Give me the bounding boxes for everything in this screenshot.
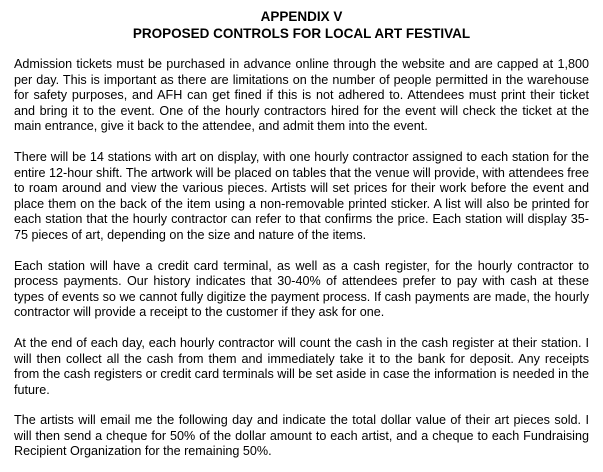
document-heading [14, 8, 589, 42]
paragraph-payments: Each station will have a credit card terminal, as well as a cash register, for the hourly contractor to process payments. Our history indicates that 30-40% of attendees prefer to pay with cash at these types of events so we cannot fully digitize the payment process. If cash payments are made, the hourly contractor will provide a receipt to the customer if they ask for one. [14, 258, 589, 320]
paragraph-artist-payout: The artists will email me the following day and indicate the total dollar value of their art pieces sold. I will then send a cheque for 50% of the dollar amount to each artist, and a cheque to each Fundraising Recipient Organization for the remaining 50%. [14, 413, 589, 459]
paragraph-stations: There will be 14 stations with art on display, with one hourly contractor assigned to each station for the entire 12-hour shift. The artwork will be placed on tables that the venue will provide, with attendees free to roam around and view the various pieces. Artists will set prices for their work before the event and place them on the back of the item using a non-removable printed sticker. A list will also be printed for each station that the hourly contractor can refer to that confirms the price. Each station will display 35-75 pieces of art, depending on the size and nature of the items. [14, 149, 589, 242]
paragraph-end-of-day: At the end of each day, each hourly contractor will count the cash in the cash register at their station. I will then collect all the cash from them and immediately take it to the bank for deposit. Any receipts from the cash registers or credit card terminals will be set aside in case the information is needed in the future. [14, 335, 589, 397]
appendix-label: APPENDIX V [260, 9, 343, 24]
document-title: PROPOSED CONTROLS FOR LOCAL ART FESTIVAL [132, 26, 471, 41]
paragraph-admission-tickets: Admission tickets must be purchased in advance online through the website and are capped at 1,800 per day. This is important as there are limitations on the number of people permitted in the warehouse for safety purposes, and AFH can get fined if this is not adhered to. Attendees must print their ticket and bring it to the event. One of the hourly contractors hired for the event will check the ticket at the main entrance, give it back to the attendee, and admit them into the event. [14, 57, 589, 134]
